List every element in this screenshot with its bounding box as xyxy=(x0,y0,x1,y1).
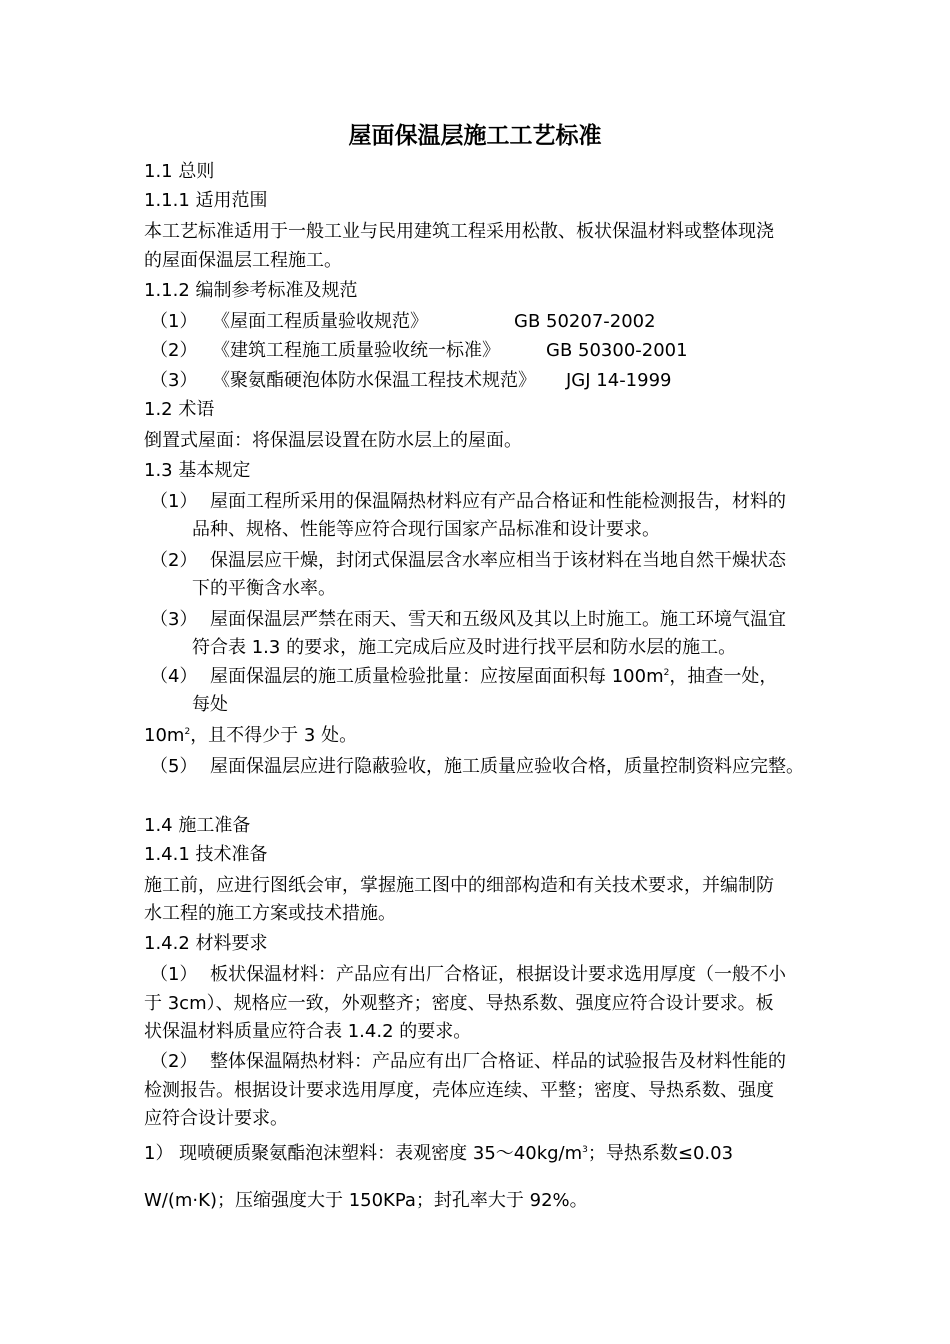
heading-1-4-2: 1.4.2 材料要求 xyxy=(144,933,268,954)
ref-code: JGJ 14-1999 xyxy=(566,370,672,391)
rule-line: 屋面保温层应进行隐蔽验收，施工质量应验收合格，质量控制资料应完整。 xyxy=(210,756,804,777)
material-line: 状保温材料质量应符合表 1.4.2 的要求。 xyxy=(144,1021,472,1042)
heading-1-1-1: 1.1.1 适用范围 xyxy=(144,190,268,211)
rule-line: 屋面保温层严禁在雨天、雪天和五级风及其以上时施工。施工环境气温宜 xyxy=(210,609,786,630)
rule-number: （3） xyxy=(150,609,198,630)
rule-line: 下的平衡含水率。 xyxy=(192,578,336,599)
heading-1-1-2: 1.1.2 编制参考标准及规范 xyxy=(144,280,358,301)
rule-line: 保温层应干燥，封闭式保温层含水率应相当于该材料在当地自然干燥状态 xyxy=(210,550,786,571)
ref-number: （3） xyxy=(150,370,198,391)
heading-1-1: 1.1 总则 xyxy=(144,161,215,182)
rule-number: （5） xyxy=(150,756,198,777)
rule-line: 屋面保温层的施工质量检验批量：应按屋面面积每 $100m^2$，抽查一处， xyxy=(210,666,778,687)
material-line: 1） 现喷硬质聚氨酯泡沫塑料：表观密度 $35\sim 40kg/m^3$；导热系数≤0.03 xyxy=(144,1143,734,1164)
material-line: W/(m·K)；压缩强度大于 150KPa；封孔率大于 92%。 xyxy=(144,1190,588,1211)
superscript: 2 xyxy=(184,727,191,737)
rule-line: 每处 xyxy=(192,694,228,715)
heading-1-4-1: 1.4.1 技术准备 xyxy=(144,844,268,865)
material-line: 应符合设计要求。 xyxy=(144,1108,288,1129)
paragraph-line: 的屋面保温层工程施工。 xyxy=(144,250,342,271)
ref-name: 《建筑工程施工质量验收统一标准》 xyxy=(212,340,500,361)
rule-number: （2） xyxy=(150,550,198,571)
heading-1-3: 1.3 基本规定 xyxy=(144,460,251,481)
paragraph-line: 倒置式屋面：将保温层设置在防水层上的屋面。 xyxy=(144,430,522,451)
ref-code: GB 50207-2002 xyxy=(514,311,656,332)
ref-number: （1） xyxy=(150,311,198,332)
rule-line: 屋面工程所采用的保温隔热材料应有产品合格证和性能检测报告，材料的 xyxy=(210,491,786,512)
ref-code: GB 50300-2001 xyxy=(546,340,688,361)
paragraph-line: 施工前，应进行图纸会审，掌握施工图中的细部构造和有关技术要求，并编制防 xyxy=(144,875,774,896)
material-line: 于 3cm）、规格应一致，外观整齐；密度、导热系数、强度应符合设计要求。板 xyxy=(144,993,774,1014)
paragraph-line: 水工程的施工方案或技术措施。 xyxy=(144,903,396,924)
material-line: 板状保温材料：产品应有出厂合格证，根据设计要求选用厚度（一般不小 xyxy=(210,964,786,985)
rule-number: （1） xyxy=(150,491,198,512)
ref-number: （2） xyxy=(150,340,198,361)
rule-number: （4） xyxy=(150,666,198,687)
material-line: 整体保温隔热材料：产品应有出厂合格证、样品的试验报告及材料性能的 xyxy=(210,1051,786,1072)
paragraph-line: 本工艺标准适用于一般工业与民用建筑工程采用松散、板状保温材料或整体现浇 xyxy=(144,221,774,242)
rule-line: 品种、规格、性能等应符合现行国家产品标准和设计要求。 xyxy=(192,519,660,540)
superscript: 2 xyxy=(663,668,670,678)
material-number: （1） xyxy=(150,964,198,985)
rule-line: 符合表 1.3 的要求，施工完成后应及时进行找平层和防水层的施工。 xyxy=(192,637,737,658)
ref-name: 《聚氨酯硬泡体防水保温工程技术规范》 xyxy=(212,370,536,391)
rule-line: $10m^2$，且不得少于 3 处。 xyxy=(144,725,358,746)
ref-name: 《屋面工程质量验收规范》 xyxy=(212,311,428,332)
page-title: 屋面保温层施工工艺标准 xyxy=(348,123,602,149)
superscript: 3 xyxy=(582,1145,588,1155)
heading-1-4: 1.4 施工准备 xyxy=(144,815,251,836)
heading-1-2: 1.2 术语 xyxy=(144,399,215,420)
material-line: 检测报告。根据设计要求选用厚度，壳体应连续、平整；密度、导热系数、强度 xyxy=(144,1080,774,1101)
material-number: （2） xyxy=(150,1051,198,1072)
